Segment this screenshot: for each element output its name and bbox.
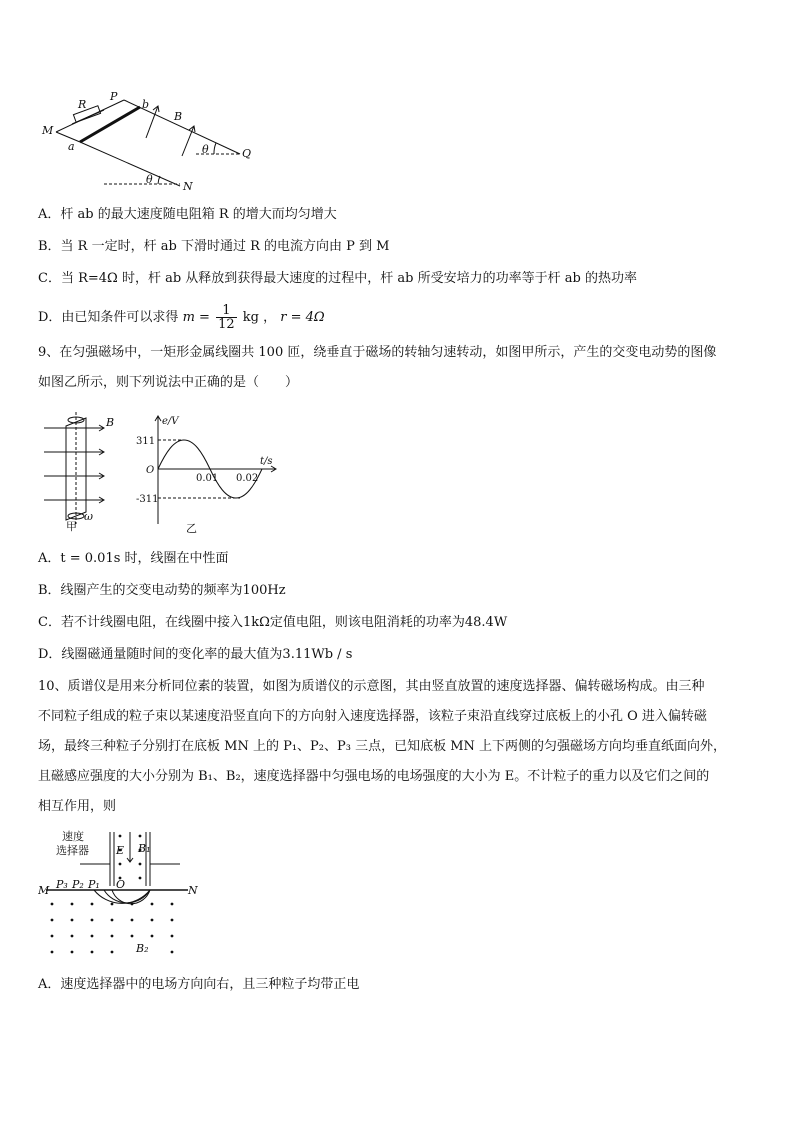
axis-label-t: t/s bbox=[260, 456, 273, 467]
q8-option-d-prefix: D．由已知条件可以求得 bbox=[38, 310, 179, 325]
label-M: M bbox=[38, 884, 50, 897]
q8-option-d-r: r = 4Ω bbox=[280, 310, 325, 325]
label-P3: P₃ bbox=[56, 878, 68, 891]
fraction-numerator: 1 bbox=[216, 304, 237, 318]
q10-stem-line-1: 10、质谱仪是用来分析同位素的装置，如图为质谱仪的示意图，其由竖直放置的速度选择器、偏转磁场构成。由三种 bbox=[38, 679, 705, 694]
q9-stem-line-2: 如图乙所示，则下列说法中正确的是（ ） bbox=[38, 375, 299, 390]
q9-option-a: A．t = 0.01s 时，线圈在中性面 bbox=[38, 551, 229, 566]
fraction bbox=[216, 304, 237, 331]
q8-option-d-m: m = bbox=[182, 310, 210, 325]
q9-coil-figure-jia bbox=[38, 412, 124, 532]
tick-label-neg311: -311 bbox=[136, 494, 159, 505]
q8-option-d-unit: kg ， bbox=[242, 310, 277, 325]
label-N: N bbox=[183, 180, 193, 193]
label-b: b bbox=[142, 98, 150, 111]
tick-label-311: 311 bbox=[136, 436, 156, 447]
label-N: N bbox=[188, 884, 198, 897]
tick-label-001: 0.01 bbox=[196, 473, 219, 484]
label-B: B bbox=[106, 416, 115, 429]
q8-incline-rail-figure bbox=[38, 90, 268, 200]
label-B2: B₂ bbox=[136, 942, 149, 955]
label-B1: B₁ bbox=[138, 842, 151, 855]
q10-stem-line-3: 场，最终三种粒子分别打在底板 MN 上的 P₁、P₂、P₃ 三点，已知底板 MN 上下两侧的匀强磁场方向均垂直纸面向外， bbox=[38, 739, 727, 754]
label-P1: P₁ bbox=[88, 878, 100, 891]
caption-jia: 甲 bbox=[66, 520, 77, 532]
label-R: R bbox=[78, 98, 87, 111]
label-omega: ω bbox=[84, 510, 93, 523]
q10-stem-line-2: 不同粒子组成的粒子束以某速度沿竖直向下的方向射入速度选择器，该粒子束沿直线穿过底板上的小孔 O 进入偏转磁 bbox=[38, 709, 707, 724]
q9-option-d: D．线圈磁通量随时间的变化率的最大值为3.11Wb / s bbox=[38, 647, 353, 662]
label-theta-1: θ bbox=[202, 143, 209, 156]
label-E: E bbox=[116, 844, 125, 857]
q10-mass-spectrometer-figure bbox=[38, 826, 198, 962]
q9-stem-line-1: 9、在匀强磁场中，一矩形金属线圈共 100 匝，绕垂直于磁场的转轴匀速转动，如图甲所示，产生的交变电动势的图像 bbox=[38, 345, 717, 360]
q8-option-c: C．当 R=4Ω 时，杆 ab 从释放到获得最大速度的过程中，杆 ab 所受安培力的功率等于杆 ab 的热功率 bbox=[38, 271, 637, 286]
label-a: a bbox=[68, 140, 75, 153]
label-Q: Q bbox=[242, 147, 252, 160]
tick-label-002: 0.02 bbox=[236, 473, 259, 484]
label-selector: 选择器 bbox=[56, 844, 89, 857]
label-P2: P₂ bbox=[72, 878, 84, 891]
q10-stem-line-4: 且磁感应强度的大小分别为 B₁、B₂，速度选择器中匀强电场的电场强度的大小为 E。不计粒子的重力以及它们之间的 bbox=[38, 769, 710, 784]
label-M: M bbox=[42, 124, 54, 137]
label-B: B bbox=[174, 110, 183, 123]
q8-option-d bbox=[38, 304, 325, 331]
q8-option-a: A．杆 ab 的最大速度随电阻箱 R 的增大而均匀增大 bbox=[38, 207, 337, 222]
q9-option-b: B．线圈产生的交变电动势的频率为100Hz bbox=[38, 583, 286, 598]
origin-label: O bbox=[146, 465, 155, 476]
b2-field-dots bbox=[51, 903, 174, 954]
label-P: P bbox=[110, 90, 118, 103]
q10-option-a: A．速度选择器中的电场方向向右，且三种粒子均带正电 bbox=[38, 977, 360, 992]
q9-option-c: C．若不计线圈电阻，在线圈中接入1kΩ定值电阻，则该电阻消耗的功率为48.4W bbox=[38, 615, 508, 630]
fraction-denominator: 12 bbox=[218, 317, 235, 332]
caption-yi: 乙 bbox=[186, 522, 197, 535]
label-velocity: 速度 bbox=[62, 830, 84, 843]
q9-emf-graph-yi bbox=[136, 412, 286, 536]
label-theta-2: θ bbox=[146, 173, 153, 186]
label-O: O bbox=[116, 878, 126, 891]
q8-option-b: B．当 R 一定时，杆 ab 下滑时通过 R 的电流方向由 P 到 M bbox=[38, 239, 390, 254]
axis-label-e: e/V bbox=[162, 416, 179, 427]
q10-stem-line-5: 相互作用，则 bbox=[38, 799, 117, 814]
